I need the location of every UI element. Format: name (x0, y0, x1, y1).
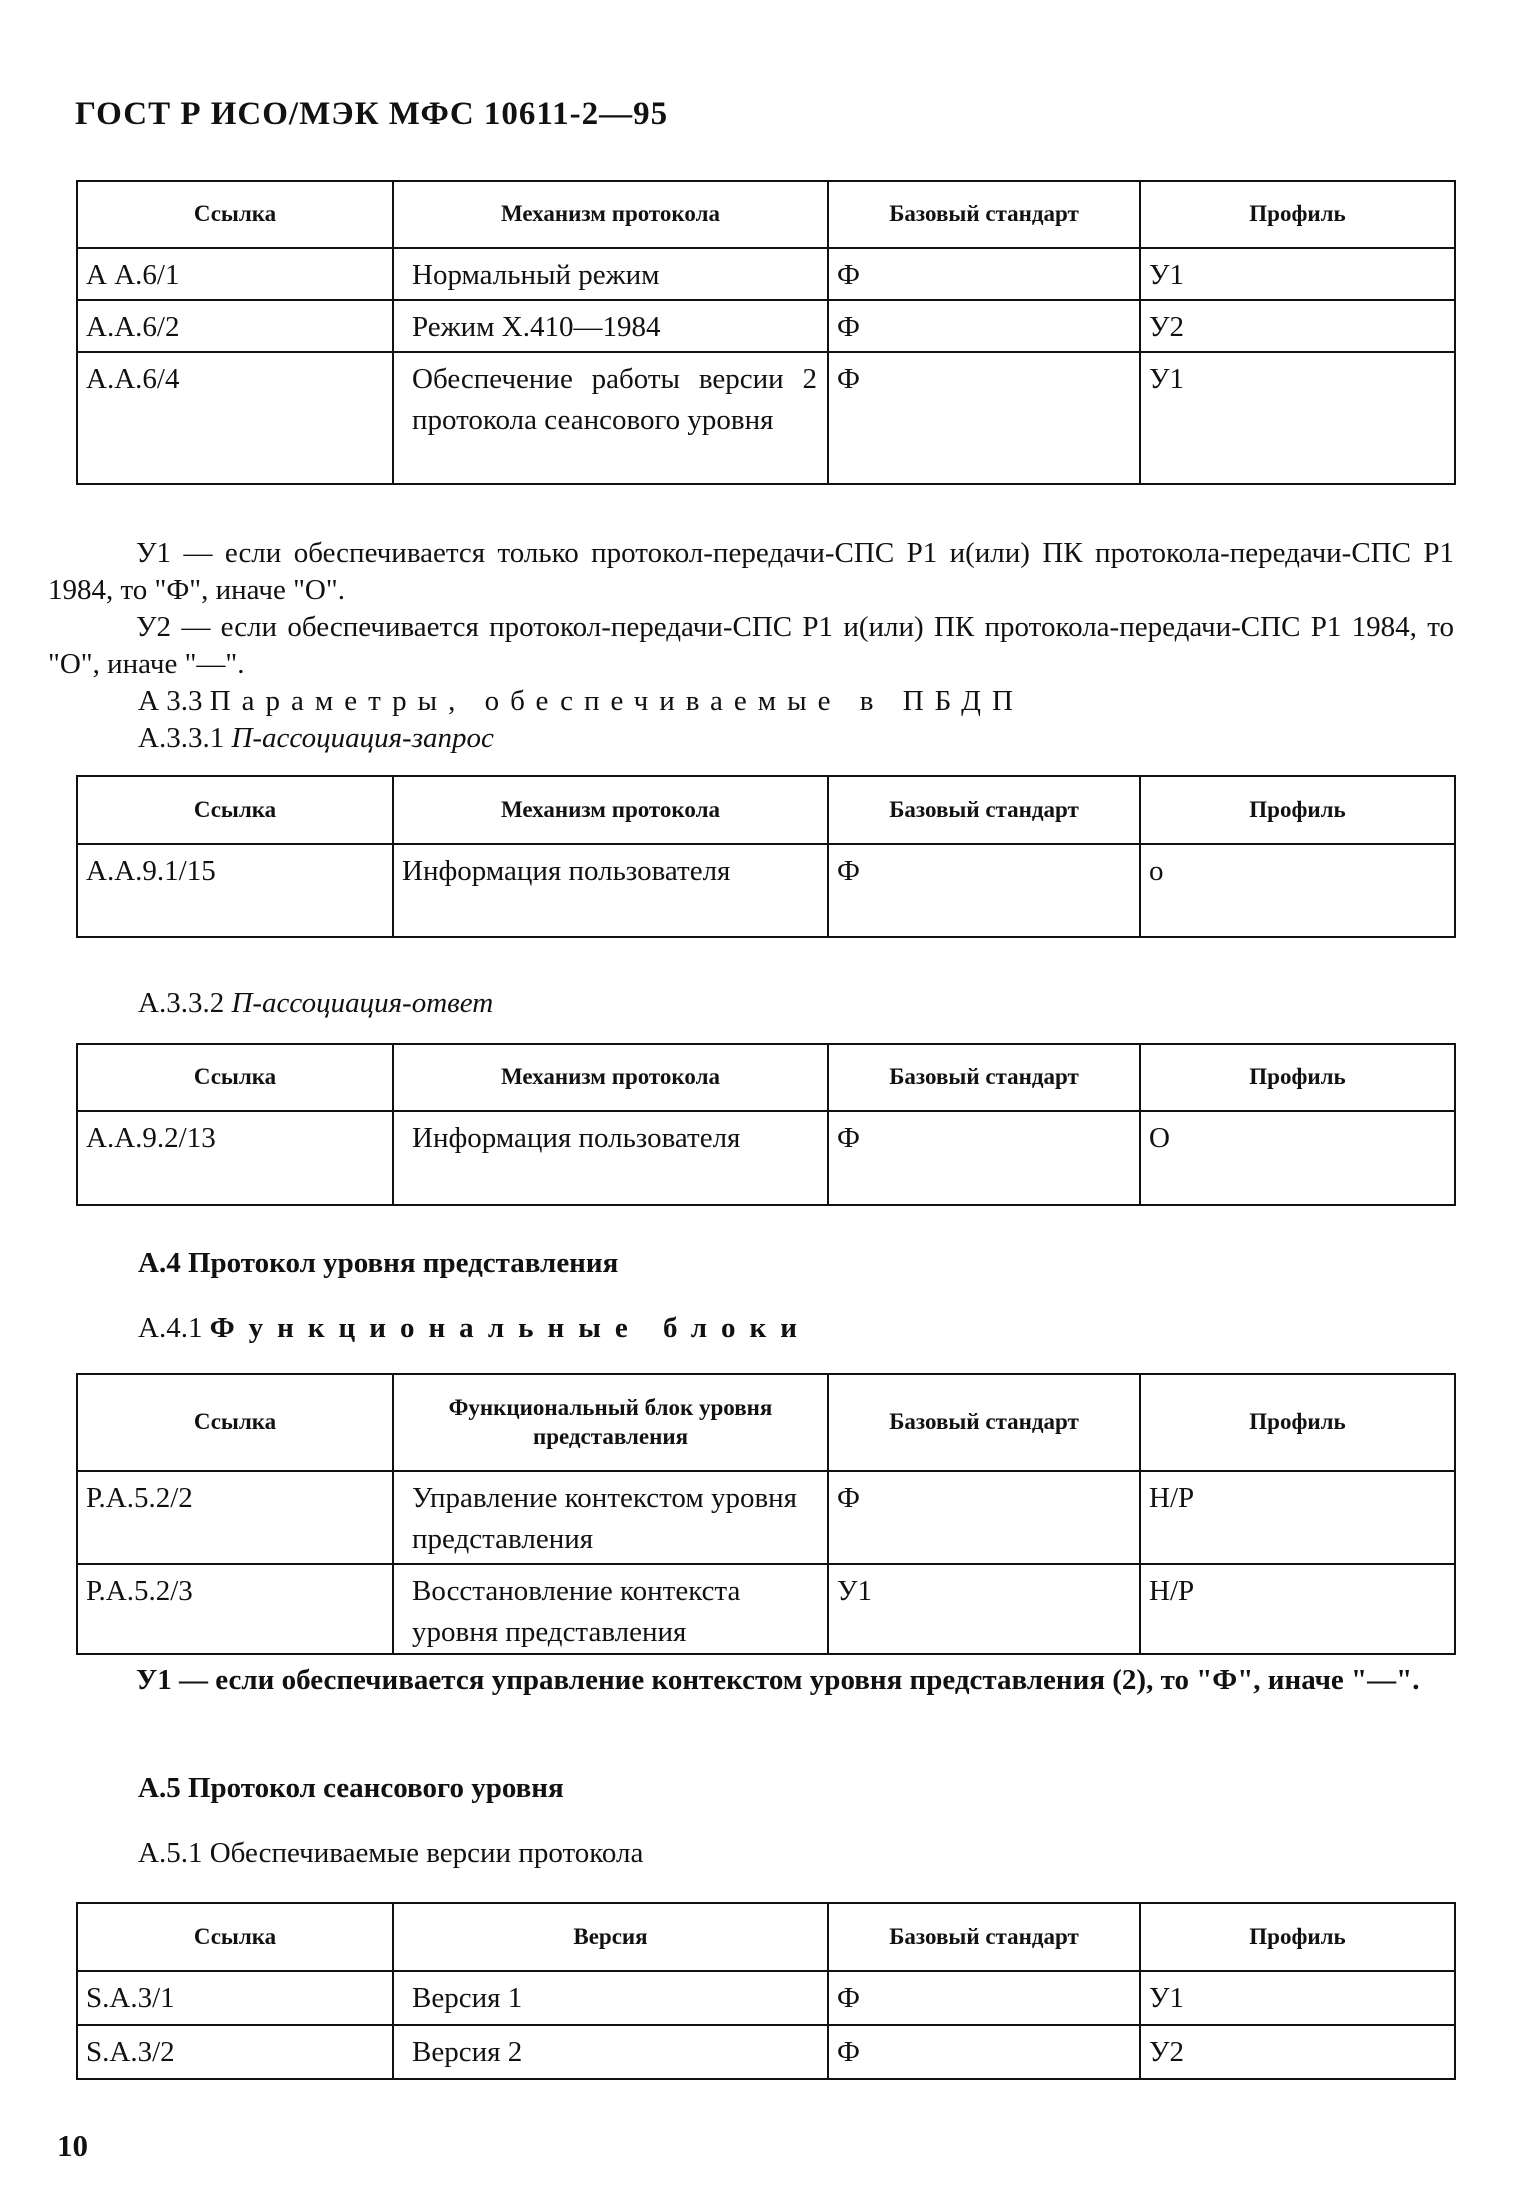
cell-ref: А.А.9.2/13 (77, 1111, 393, 1205)
note-u1: У1 — если обеспечивается только протокол-передачи-СПС Р1 и(или) ПК протокола-передачи-СПС Р1 1984, то "Ф", иначе "О". (48, 537, 1454, 606)
cell-base: Ф (828, 300, 1140, 352)
header-profile: Профиль (1140, 181, 1455, 248)
table-row (77, 1111, 1455, 1205)
header-profile: Профиль (1140, 776, 1455, 844)
cell-base: Ф (828, 1111, 1140, 1205)
cell-block: Управление контекстом уровня представления (393, 1471, 828, 1564)
section-title: Протокол уровня представления (187, 1247, 619, 1279)
section-a41-heading (138, 1310, 811, 1347)
header-base-standard: Базовый стандарт (828, 1374, 1140, 1471)
document-header: ГОСТ Р ИСО/МЭК МФС 10611-2—95 (75, 96, 669, 132)
cell-mechanism: Обеспечение работы версии 2 протокола сеансового уровня (393, 352, 828, 484)
section-a4-heading (138, 1245, 618, 1282)
table-row (77, 2025, 1455, 2079)
header-mechanism: Механизм протокола (393, 776, 828, 844)
section-a51-heading (138, 1835, 643, 1872)
table-row (77, 1471, 1455, 1564)
cell-profile: Н/Р (1140, 1564, 1455, 1654)
header-base-standard: Базовый стандарт (828, 181, 1140, 248)
section-title: Обеспечиваемые версии протокола (209, 1837, 644, 1869)
cell-profile: Н/Р (1140, 1471, 1455, 1564)
section-a5-heading (138, 1770, 564, 1807)
header-ref: Ссылка (77, 1374, 393, 1471)
table-row (77, 248, 1455, 300)
cell-profile: У1 (1140, 248, 1455, 300)
section-number: А 3.3 (138, 685, 203, 717)
section-a331-heading (138, 720, 494, 757)
cell-mechanism: Нормальный режим (393, 248, 828, 300)
section-number: А.4 (138, 1247, 181, 1279)
cell-base: Ф (828, 1971, 1140, 2025)
section-a332-heading (138, 985, 493, 1022)
section-number: А.3.3.2 (138, 987, 225, 1019)
cell-base: Ф (828, 352, 1140, 484)
header-base-standard: Базовый стандарт (828, 776, 1140, 844)
cell-profile: О (1140, 1111, 1455, 1205)
functional-blocks-table (76, 1373, 1456, 1655)
cell-profile: У2 (1140, 2025, 1455, 2079)
header-profile: Профиль (1140, 1044, 1455, 1111)
cell-ref: А.А.9.1/15 (77, 844, 393, 937)
header-functional-block: Функциональный блок уровня представления (393, 1374, 828, 1471)
cell-base: Ф (828, 844, 1140, 937)
cell-base: Ф (828, 248, 1140, 300)
table-row (77, 352, 1455, 484)
table-row (77, 300, 1455, 352)
header-ref: Ссылка (77, 776, 393, 844)
note-u2: У2 — если обеспечивается протокол-передачи-СПС Р1 и(или) ПК протокола-передачи-СПС Р1 1984, то "О", иначе "—". (48, 611, 1454, 680)
cell-profile: У2 (1140, 300, 1455, 352)
section-number: А.4.1 (138, 1312, 203, 1344)
cell-mechanism: Режим Х.410—1984 (393, 300, 828, 352)
cell-ref: S.A.3/1 (77, 1971, 393, 2025)
section-number: А.5 (138, 1772, 181, 1804)
cell-version: Версия 2 (393, 2025, 828, 2079)
section-number: А.5.1 (138, 1837, 203, 1869)
header-base-standard: Базовый стандарт (828, 1903, 1140, 1971)
section-title: Протокол сеансового уровня (187, 1772, 564, 1804)
header-profile: Профиль (1140, 1374, 1455, 1471)
protocol-versions-table (76, 1902, 1456, 2080)
header-mechanism: Механизм протокола (393, 181, 828, 248)
cell-base: Ф (828, 1471, 1140, 1564)
cell-block: Восстановление контекста уровня представления (393, 1564, 828, 1654)
section-title: П-ассоциация-ответ (231, 987, 494, 1019)
cell-base: У1 (828, 1564, 1140, 1654)
page-number: 10 (57, 2128, 88, 2163)
table-row (77, 1564, 1455, 1654)
section-title: П-ассоциация-запрос (231, 722, 494, 754)
note-u1-context: У1 — если обеспечивается управление контекстом уровня представления (2), то "Ф", иначе "—". (136, 1664, 1420, 1696)
table-row (77, 844, 1455, 937)
cell-ref: А.А.6/2 (77, 300, 393, 352)
header-ref: Ссылка (77, 1044, 393, 1111)
header-version: Версия (393, 1903, 828, 1971)
cell-profile: У1 (1140, 1971, 1455, 2025)
section-a33-heading (138, 683, 1454, 720)
cell-ref: Р.А.5.2/2 (77, 1471, 393, 1564)
cell-mechanism: Информация пользователя (393, 1111, 828, 1205)
header-mechanism: Механизм протокола (393, 1044, 828, 1111)
association-request-table (76, 775, 1456, 938)
cell-base: Ф (828, 2025, 1140, 2079)
association-response-table (76, 1043, 1456, 1206)
cell-version: Версия 1 (393, 1971, 828, 2025)
cell-mechanism: Информация пользователя (393, 844, 828, 937)
cell-profile: У1 (1140, 352, 1455, 484)
section-title: Параметры, обеспечиваемые в ПБДП (209, 685, 1024, 717)
section-number: А.3.3.1 (138, 722, 225, 754)
cell-profile: о (1140, 844, 1455, 937)
header-ref: Ссылка (77, 1903, 393, 1971)
cell-ref: S.A.3/2 (77, 2025, 393, 2079)
cell-ref: Р.А.5.2/3 (77, 1564, 393, 1654)
table-row (77, 1971, 1455, 2025)
section-title: Функциональные блоки (209, 1312, 811, 1344)
header-profile: Профиль (1140, 1903, 1455, 1971)
header-ref: Ссылка (77, 181, 393, 248)
protocol-mechanism-table (76, 180, 1456, 485)
cell-ref: А А.6/1 (77, 248, 393, 300)
header-base-standard: Базовый стандарт (828, 1044, 1140, 1111)
cell-ref: А.А.6/4 (77, 352, 393, 484)
